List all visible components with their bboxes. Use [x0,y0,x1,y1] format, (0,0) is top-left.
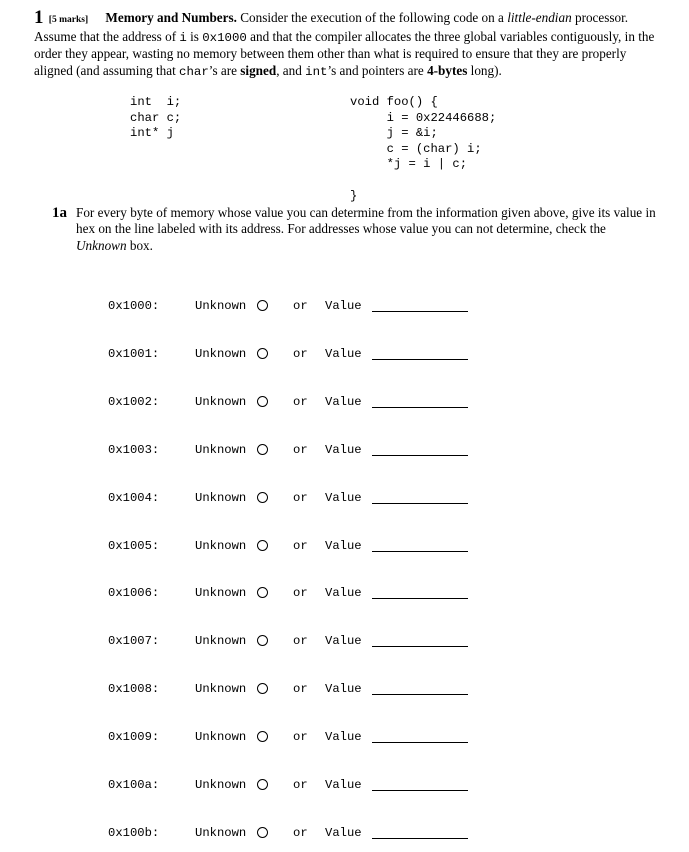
value-label: Value [325,778,362,792]
value-answer-line[interactable] [372,455,468,456]
value-answer-line[interactable] [372,646,468,647]
value-label: Value [325,346,362,361]
unknown-label: Unknown [195,586,247,601]
unknown-label: Unknown [195,346,247,361]
address-label: 0x1003: [108,442,160,457]
value-answer-line[interactable] [372,838,468,839]
or-label: or [293,490,308,505]
sub-question [52,205,658,254]
address-row [0,727,689,747]
value-answer-line[interactable] [372,551,468,552]
address-row [0,823,689,843]
or-label: or [293,778,308,792]
unknown-radio[interactable] [257,587,268,598]
or-label: or [293,586,308,601]
unknown-radio[interactable] [257,827,268,838]
sub-question-unknown: Unknown [76,237,127,253]
value-answer-line[interactable] [372,407,468,408]
address-row [0,344,689,364]
code-function [350,95,496,204]
value-answer-line[interactable] [372,694,468,695]
address-row [0,631,689,651]
address-row [0,296,689,316]
question-intro [34,7,658,80]
unknown-radio[interactable] [257,683,268,694]
address-label: 0x1006: [108,586,160,601]
unknown-radio[interactable] [257,300,268,311]
address-label: 0x1002: [108,394,160,409]
intro-little-endian: little-endian [507,10,572,25]
or-label: or [293,730,308,745]
value-answer-line[interactable] [372,311,468,312]
unknown-radio[interactable] [257,731,268,742]
unknown-radio[interactable] [257,540,268,551]
address-label: 0x1000: [108,299,160,313]
code-line: int* j [130,126,174,141]
address-label: 0x1004: [108,490,160,505]
unknown-radio[interactable] [257,444,268,455]
unknown-label: Unknown [195,538,247,553]
value-label: Value [325,682,362,697]
address-label: 0x1008: [108,682,160,697]
unknown-radio[interactable] [257,348,268,359]
code-line: } [350,188,358,203]
value-label: Value [325,490,362,505]
intro-var-i: i [179,30,187,45]
intro-text: Consider the execution of the following code on a [240,10,508,25]
unknown-label: Unknown [195,825,247,840]
or-label: or [293,346,308,361]
code-line: j = &i; [350,126,438,141]
address-row [0,392,689,412]
intro-4-bytes: 4-bytes [427,62,468,78]
unknown-label: Unknown [195,299,247,313]
address-label: 0x1007: [108,634,160,649]
unknown-radio[interactable] [257,635,268,646]
code-line: *j = i | c; [350,157,468,172]
address-label: 0x1005: [108,538,160,553]
or-label: or [293,825,308,840]
address-row [0,583,689,603]
unknown-label: Unknown [195,778,247,792]
address-row [0,536,689,556]
question-marks: [5 marks] [48,15,89,25]
sub-question-label: 1a [52,205,67,221]
sub-question-text: For every byte of memory whose value you can determine from the information given above, give its value in hex on the line labeled with its address. For addresses whose value you can not determine, check the Unknown box. [76,205,656,253]
code-line: int i; [130,95,182,109]
code-line: i = 0x22446688; [350,110,497,125]
address-label: 0x1001: [108,346,160,361]
unknown-label: Unknown [195,394,247,409]
or-label: or [293,634,308,649]
unknown-label: Unknown [195,490,247,505]
or-label: or [293,442,308,457]
address-row [0,775,689,795]
intro-text: ’s are [208,62,241,78]
question-title: Memory and Numbers. [105,10,237,25]
intro-text: processor. Assume that the address of [34,10,629,44]
value-label: Value [325,442,362,457]
code-line [350,173,496,189]
value-label: Value [325,586,362,601]
unknown-radio[interactable] [257,492,268,503]
value-answer-line[interactable] [372,598,468,599]
or-label: or [293,682,308,697]
code-line: char c; [130,110,182,125]
code-declarations [130,95,181,142]
value-label: Value [325,299,362,313]
unknown-label: Unknown [195,634,247,649]
intro-address: 0x1000 [202,30,247,45]
value-answer-line[interactable] [372,790,468,791]
or-label: or [293,299,308,313]
value-answer-line[interactable] [372,503,468,504]
unknown-radio[interactable] [257,396,268,407]
value-label: Value [325,730,362,745]
address-row [0,679,689,699]
intro-signed: signed [240,62,277,78]
address-label: 0x100a: [108,778,160,792]
value-label: Value [325,538,362,553]
intro-text: ’s and pointers are [327,62,428,78]
intro-char: char [179,64,209,79]
intro-text: is [186,28,203,44]
value-answer-line[interactable] [372,742,468,743]
question-number: 1 [34,7,44,28]
value-label: Value [325,825,362,840]
or-label: or [293,394,308,409]
code-line: void foo() { [350,95,438,109]
or-label: or [293,538,308,553]
unknown-radio[interactable] [257,779,268,790]
code-line: c = (char) i; [350,141,482,156]
address-label: 0x1009: [108,730,160,745]
value-label: Value [325,634,362,649]
value-label: Value [325,394,362,409]
intro-text: , and [276,62,306,78]
intro-int: int [305,64,328,79]
value-answer-line[interactable] [372,359,468,360]
unknown-label: Unknown [195,682,247,697]
intro-text: long). [467,62,502,78]
unknown-label: Unknown [195,730,247,745]
unknown-label: Unknown [195,442,247,457]
address-label: 0x100b: [108,825,160,840]
intro-text: and that the compiler allocates the three global variables contiguously, in the order they appear, wasting no memory between them other than what is required to ensure that they are properly aligned (and assuming that [34,28,655,78]
address-row [0,440,689,460]
address-row [0,488,689,508]
